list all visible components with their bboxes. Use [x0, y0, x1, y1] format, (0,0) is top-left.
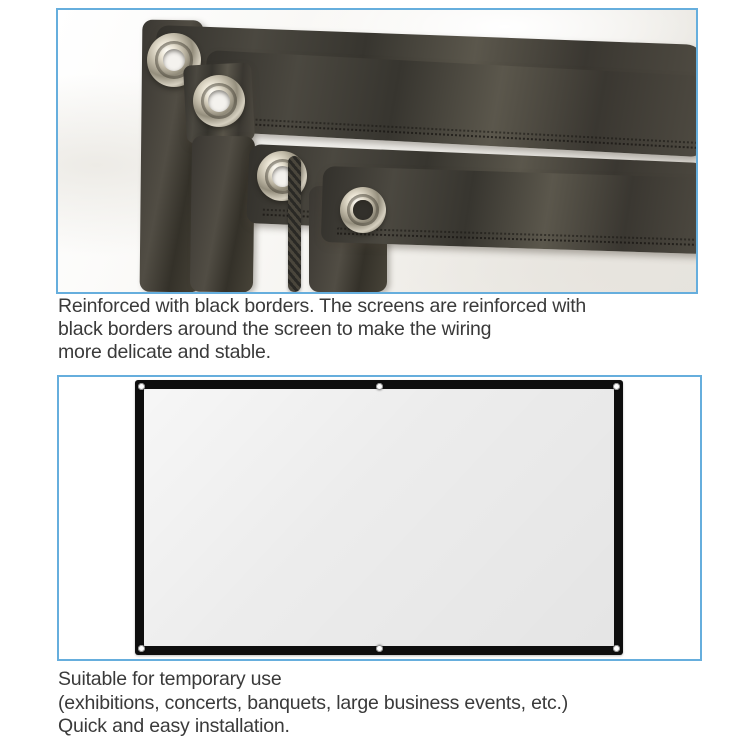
- screen-black-frame: [135, 380, 623, 655]
- fabric-strip: [190, 136, 255, 292]
- caption-line: Quick and easy installation.: [58, 715, 290, 737]
- caption-suitable: [58, 668, 568, 739]
- bedsheet-background: [58, 10, 696, 292]
- caption-reinforced: [58, 295, 586, 364]
- screen-grommet-dot: [138, 383, 145, 390]
- grommet-photo-panel: [56, 8, 698, 294]
- screen-grommet-dot: [613, 645, 620, 652]
- caption-line: Suitable for temporary use: [58, 668, 282, 690]
- grommet: [193, 75, 245, 127]
- grommet-hole: [163, 49, 186, 72]
- grommet: [340, 187, 386, 233]
- grommet-hole: [208, 90, 230, 112]
- caption-line: more delicate and stable.: [58, 341, 271, 363]
- projection-screen-panel: [57, 375, 702, 661]
- caption-line: Reinforced with black borders. The screens are reinforced with: [58, 295, 587, 317]
- braided-cord: [288, 156, 301, 292]
- caption-line: black borders around the screen to make the wiring: [58, 318, 492, 340]
- screen-grommet-dot: [138, 645, 145, 652]
- screen-surface: [144, 389, 614, 646]
- screen-grommet-dot: [613, 383, 620, 390]
- grommet-hole: [353, 200, 372, 219]
- screen-grommet-dot: [376, 383, 383, 390]
- screen-grommet-dot: [376, 645, 383, 652]
- caption-line: (exhibitions, concerts, banquets, large business events, etc.): [58, 691, 569, 714]
